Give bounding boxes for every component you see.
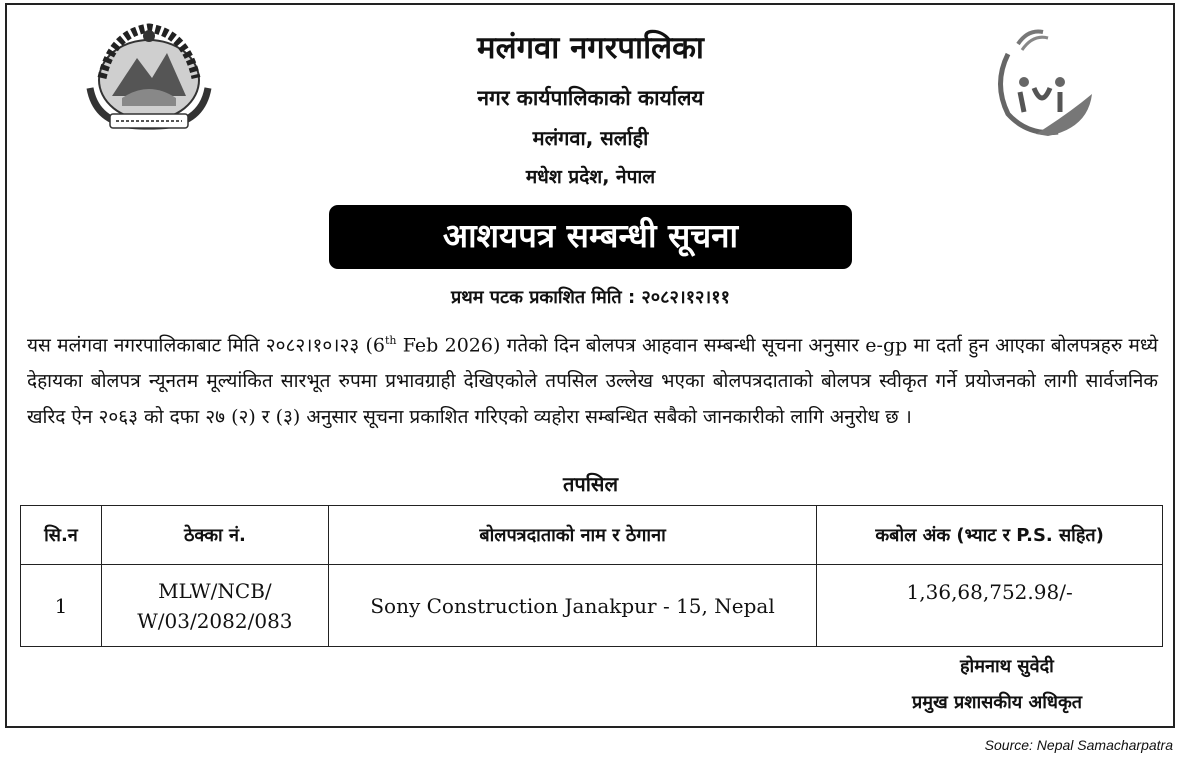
contract-no-line2: W/03/2082/083: [137, 608, 293, 633]
cell-sn: 1: [21, 565, 102, 647]
header-bidder: बोलपत्रदाताको नाम र ठेगाना: [328, 506, 816, 565]
notice-body-sup: th: [385, 334, 397, 347]
notice-body-part2: Feb 2026) गतेको दिन बोलपत्र आहवान सम्बन्धी सूचना अनुसार e-gp मा दर्ता हुन आएका बोलपत्रहरु मध्ये देहायका बोलपत्र न्यूनतम मूल्यांकित सारभूत रुपमा प्रभावग्राही देखिएकोले तपसिल उल्लेख भएका बोलपत्रदाताको बोलपत्र स्वीकृत गर्ने प्रयोजनको लागी सार्वजनिक खरिद ऐन २०६३ को दफा २७ (२) र (३) अनुसार सूचना प्रकाशित गरिएको व्यहोरा सम्बन्धित सबैको जानकारीको लागि अनुरोध छ ।: [27, 334, 1158, 429]
header-amount: कबोल अंक (भ्याट र P.S. सहित): [817, 506, 1163, 565]
notice-title-banner: आशयपत्र सम्बन्धी सूचना: [329, 205, 852, 269]
table-header-row: [21, 506, 1163, 565]
signatory-designation: प्रमुख प्रशासकीय अधिकृत: [912, 692, 1083, 713]
municipality-name: मलंगवा नगरपालिका: [477, 30, 704, 66]
table-row: [21, 565, 1163, 647]
notice-body-part1: यस मलंगवा नगरपालिकाबाट मिति २०८२।१०।२३ (6: [27, 334, 385, 357]
signatory-name: होमनाथ सुवेदी: [960, 656, 1054, 677]
cell-contract-no: [101, 565, 328, 647]
office-name: नगर कार्यपालिकाको कार्यालय: [477, 86, 704, 110]
office-location: मलंगवा, सर्लाही: [532, 126, 649, 150]
first-publish-date: प्रथम पटक प्रकाशित मिति : २०८२।१२।११: [451, 287, 730, 308]
cell-bidder: Sony Construction Janakpur - 15, Nepal: [328, 565, 816, 647]
contract-no-line1: MLW/NCB/: [158, 578, 272, 603]
cell-amount: 1,36,68,752.98/-: [817, 565, 1163, 647]
province-country: मधेश प्रदेश, नेपाल: [525, 166, 656, 188]
notice-body: [27, 323, 1158, 435]
source-credit: Source: Nepal Samacharpatra: [984, 737, 1173, 753]
bidder-table: [20, 505, 1163, 647]
header-sn: सि.न: [21, 506, 102, 565]
header-contract-no: ठेक्का नं.: [101, 506, 328, 565]
tapsil-heading: तपसिल: [562, 472, 619, 496]
